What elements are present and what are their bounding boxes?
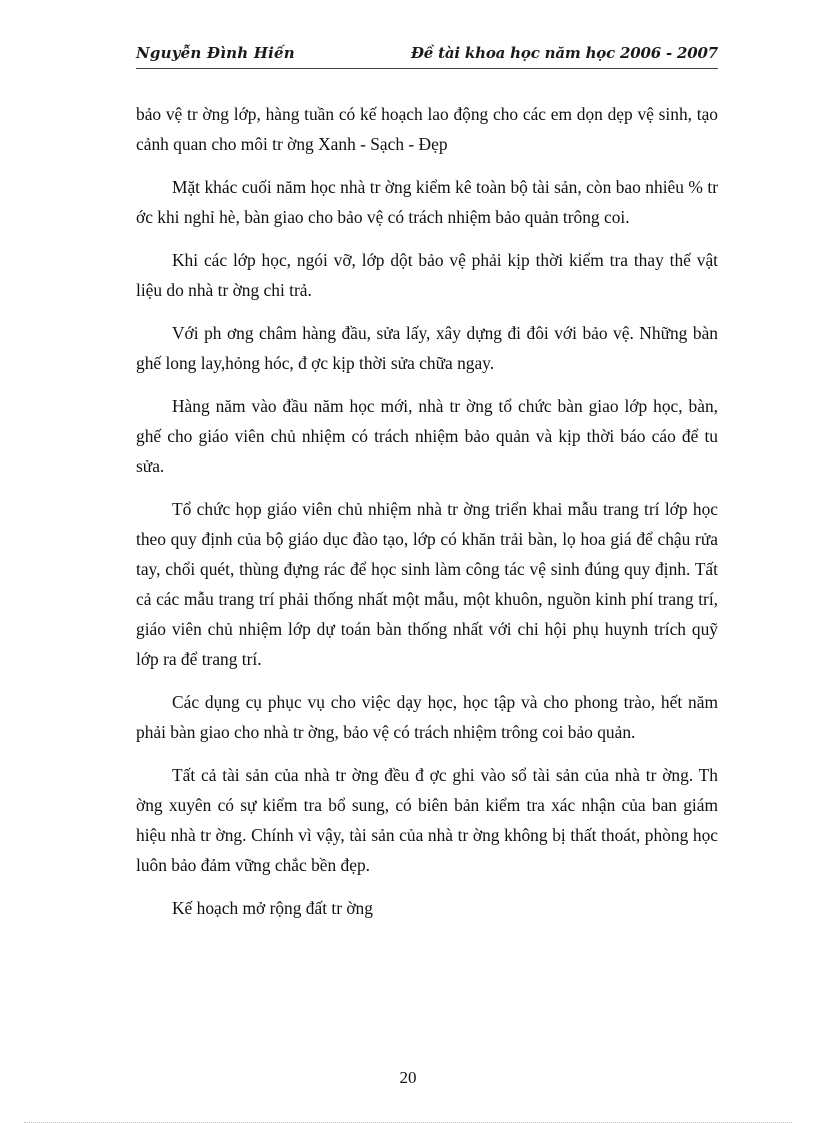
paragraph: Với ph ơng châm hàng đầu, sửa lấy, xây dựng đi đôi với bảo vệ. Những bàn ghế long lay,hỏng hóc, đ ợc kịp thời sửa chữa ngay. — [136, 323, 718, 373]
paragraph: Tổ chức họp giáo viên chủ nhiệm nhà tr ờng triển khai mẫu trang trí lớp học theo quy định của bộ giáo dục đào tạo, lớp có khăn trải bàn, lọ hoa giá để chậu rửa tay, chổi quét, thùng đựng rác để học sinh làm công tác vệ sinh đúng quy định. Tất cả các mẫu trang trí phải thống nhất một mẫu, một khuôn, nguồn kinh phí trang trí, giáo viên chủ nhiệm lớp dự toán bàn thống nhất với chi hội phụ huynh trích quỹ lớp ra để trang trí. — [136, 499, 718, 669]
paragraph: Hàng năm vào đầu năm học mới, nhà tr ờng tổ chức bàn giao lớp học, bàn, ghế cho giáo viên chủ nhiệm có trách nhiệm bảo quản và kịp thời báo cáo để tu sửa. — [136, 396, 718, 476]
document-body — [136, 99, 718, 936]
paragraph: Tất cả tài sản của nhà tr ờng đều đ ợc ghi vào sổ tài sản của nhà tr ờng. Th ờng xuyên có sự kiểm tra bổ sung, có biên bản kiểm tra xác nhận của ban giám hiệu nhà tr ờng. Chính vì vậy, tài sản của nhà tr ờng không bị thất thoát, phòng học luôn bảo đảm vững chắc bền đẹp. — [136, 765, 718, 875]
paragraph-continuation: bảo vệ tr ờng lớp, hàng tuần có kế hoạch lao động cho các em dọn dẹp vệ sinh, tạo cảnh quan cho môi tr ờng Xanh - Sạch - Đẹp — [136, 104, 718, 154]
paragraph: Các dụng cụ phục vụ cho việc dạy học, học tập và cho phong trào, hết năm phải bàn giao cho nhà tr ờng, bảo vệ có trách nhiệm trông coi bảo quản. — [136, 692, 718, 742]
page-number: 20 — [399, 1068, 417, 1087]
paragraph: Mặt khác cuối năm học nhà tr ờng kiểm kê toàn bộ tài sản, còn bao nhiêu % tr ớc khi nghỉ hè, bàn giao cho bảo vệ có trách nhiệm bảo quản trông coi. — [136, 177, 718, 227]
section-heading: Kế hoạch mở rộng đất tr ờng — [172, 898, 373, 918]
header-author: Nguyễn Đình Hiến — [136, 44, 295, 62]
page-header — [136, 36, 718, 62]
header-topic: Đề tài khoa học năm học 2006 - 2007 — [410, 44, 718, 62]
paragraph: Khi các lớp học, ngói vỡ, lớp dột bảo vệ phải kịp thời kiểm tra thay thế vật liệu do nhà tr ờng chi trả. — [136, 250, 718, 300]
header-divider — [136, 68, 718, 69]
